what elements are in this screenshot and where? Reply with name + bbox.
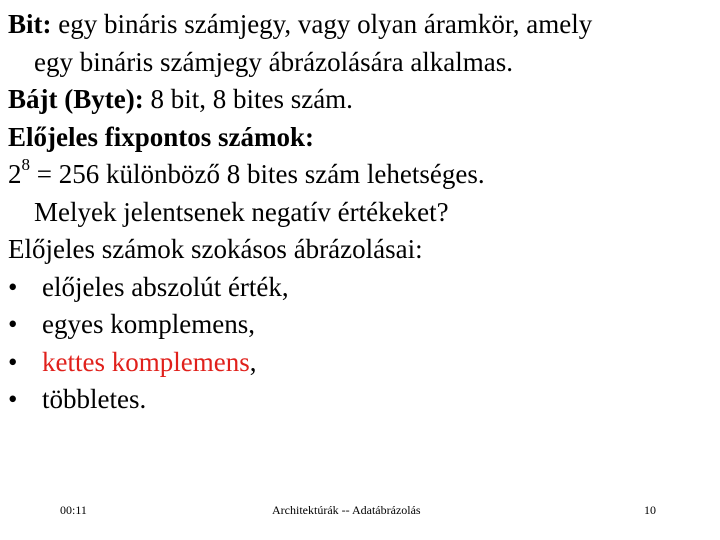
bullet-item-ones-complement bbox=[8, 306, 718, 344]
bullet-text: többletes. bbox=[42, 384, 147, 414]
power-exponent: 8 bbox=[21, 155, 30, 174]
bullet-item-twos-complement bbox=[8, 344, 718, 382]
power-statement bbox=[8, 156, 718, 194]
bit-term: Bit: bbox=[8, 9, 52, 39]
footer-page-number: 10 bbox=[644, 503, 656, 517]
bit-definition-continued: egy bináris számjegy ábrázolására alkalmas. bbox=[34, 46, 514, 77]
signed-heading bbox=[8, 119, 718, 157]
power-base: 2 bbox=[8, 159, 22, 189]
slide-content bbox=[8, 6, 718, 419]
bullet-text: előjeles abszolút érték, bbox=[42, 271, 289, 302]
bullet-item-excess bbox=[8, 381, 718, 419]
bullet-icon: • bbox=[8, 271, 18, 302]
bit-definition-text: egy bináris számjegy, vagy olyan áramkör, amely bbox=[51, 9, 593, 39]
bit-definition bbox=[8, 6, 718, 44]
bullet-text-tail: , bbox=[249, 346, 257, 377]
byte-definition bbox=[8, 81, 718, 119]
bullet-icon: • bbox=[8, 309, 18, 339]
byte-term: Bájt (Byte): bbox=[8, 84, 144, 114]
byte-definition-text: 8 bit, 8 bites szám. bbox=[143, 84, 353, 114]
power-rest: = 256 különböző 8 bites szám lehetséges. bbox=[30, 159, 485, 189]
bullet-icon: • bbox=[8, 346, 18, 377]
usual-forms-line: Előjeles számok szokásos ábrázolásai: bbox=[8, 234, 423, 264]
bullet-icon: • bbox=[8, 384, 18, 414]
footer-time: 00:11 bbox=[60, 503, 87, 517]
bullet-text-highlighted: kettes komplemens bbox=[42, 346, 250, 377]
signed-heading-text: Előjeles fixpontos számok: bbox=[8, 121, 314, 152]
bullet-item-sign-magnitude bbox=[8, 269, 718, 307]
bullet-text: egyes komplemens, bbox=[42, 309, 255, 339]
footer-title: Architektúrák -- Adatábrázolás bbox=[272, 503, 421, 517]
question-line: Melyek jelentsenek negatív értékeket? bbox=[34, 196, 449, 227]
